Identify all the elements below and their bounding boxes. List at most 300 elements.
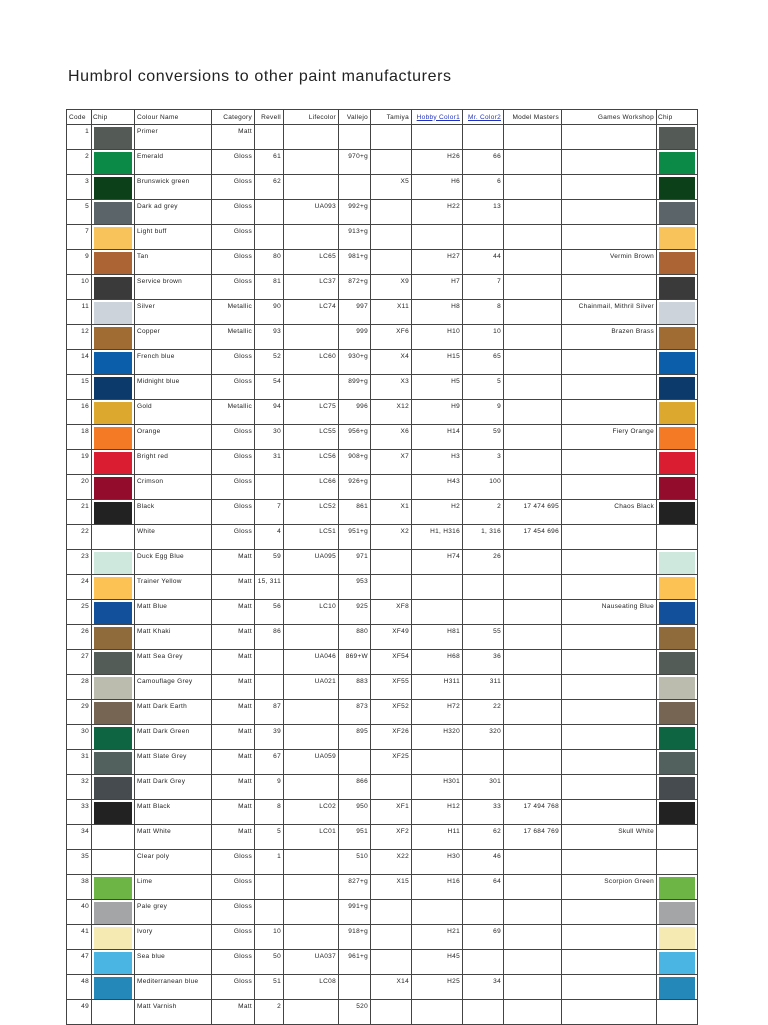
revell-cell	[255, 475, 284, 500]
hobby-color-cell: H301	[412, 775, 463, 800]
colour-name-cell: Copper	[135, 325, 212, 350]
mr-color-cell: 65	[463, 350, 504, 375]
model-masters-cell	[504, 125, 562, 150]
header-model-masters: Model Masters	[504, 110, 562, 125]
revell-cell: 9	[255, 775, 284, 800]
model-masters-cell	[504, 575, 562, 600]
revell-cell: 10	[255, 925, 284, 950]
colour-name-cell: Pale grey	[135, 900, 212, 925]
tamiya-cell: XF26	[371, 725, 412, 750]
colour-chip	[94, 252, 132, 274]
colour-chip-right-cell	[657, 525, 698, 550]
category-cell: Metallic	[212, 400, 255, 425]
hobby-color-cell: H9	[412, 400, 463, 425]
colour-chip-right	[659, 727, 695, 749]
games-workshop-cell	[562, 675, 657, 700]
colour-name-cell: Midnight blue	[135, 375, 212, 400]
colour-chip-right	[659, 302, 695, 324]
revell-cell	[255, 675, 284, 700]
hobby-color-cell	[412, 225, 463, 250]
category-cell: Matt	[212, 650, 255, 675]
tamiya-cell	[371, 250, 412, 275]
colour-chip-right	[659, 652, 695, 674]
code-cell: 29	[67, 700, 92, 725]
revell-cell: 90	[255, 300, 284, 325]
colour-chip-cell	[92, 400, 135, 425]
revell-cell: 56	[255, 600, 284, 625]
tamiya-cell	[371, 225, 412, 250]
revell-cell: 15, 311	[255, 575, 284, 600]
code-cell: 18	[67, 425, 92, 450]
colour-chip-cell	[92, 825, 135, 850]
table-row	[67, 625, 698, 650]
games-workshop-cell	[562, 200, 657, 225]
table-row	[67, 275, 698, 300]
games-workshop-cell	[562, 800, 657, 825]
category-cell: Gloss	[212, 150, 255, 175]
model-masters-cell: 17 684 769	[504, 825, 562, 850]
colour-name-cell: Crimson	[135, 475, 212, 500]
lifecolor-cell: UA037	[284, 950, 339, 975]
lifecolor-cell: UA046	[284, 650, 339, 675]
mr-color-cell: 69	[463, 925, 504, 950]
colour-chip-right-cell	[657, 175, 698, 200]
hobby-color-cell	[412, 600, 463, 625]
header-chip: Chip	[92, 110, 135, 125]
code-cell: 15	[67, 375, 92, 400]
hobby-color-cell: H45	[412, 950, 463, 975]
colour-name-cell: Matt Black	[135, 800, 212, 825]
tamiya-cell: X14	[371, 975, 412, 1000]
model-masters-cell	[504, 475, 562, 500]
colour-chip-cell	[92, 250, 135, 275]
colour-chip-right-cell	[657, 500, 698, 525]
table-row	[67, 425, 698, 450]
tamiya-cell: X15	[371, 875, 412, 900]
category-cell: Matt	[212, 725, 255, 750]
model-masters-cell	[504, 900, 562, 925]
revell-cell: 2	[255, 1000, 284, 1025]
revell-cell: 80	[255, 250, 284, 275]
tamiya-cell: X2	[371, 525, 412, 550]
games-workshop-cell	[562, 125, 657, 150]
colour-chip-right	[659, 427, 695, 449]
code-cell: 7	[67, 225, 92, 250]
table-row	[67, 950, 698, 975]
games-workshop-cell	[562, 975, 657, 1000]
header-code: Code	[67, 110, 92, 125]
lifecolor-cell	[284, 925, 339, 950]
colour-chip-right-cell	[657, 250, 698, 275]
hobby-color-footnote-link[interactable]: Hobby Color1	[416, 113, 460, 121]
colour-chip-right	[659, 677, 695, 699]
games-workshop-cell	[562, 700, 657, 725]
table-row	[67, 325, 698, 350]
model-masters-cell	[504, 550, 562, 575]
hobby-color-cell	[412, 575, 463, 600]
vallejo-cell: 956+g	[339, 425, 371, 450]
mr-color-cell: 100	[463, 475, 504, 500]
colour-chip	[94, 552, 132, 574]
category-cell: Gloss	[212, 350, 255, 375]
hobby-color-cell: H2	[412, 500, 463, 525]
revell-cell	[255, 125, 284, 150]
revell-cell: 94	[255, 400, 284, 425]
revell-cell: 54	[255, 375, 284, 400]
colour-chip-cell	[92, 150, 135, 175]
table-row	[67, 800, 698, 825]
colour-chip-cell	[92, 350, 135, 375]
header-lifecolor: Lifecolor	[284, 110, 339, 125]
games-workshop-cell: Brazen Brass	[562, 325, 657, 350]
colour-chip	[94, 827, 132, 849]
hobby-color-cell	[412, 750, 463, 775]
table-row	[67, 1000, 698, 1025]
vallejo-cell: 861	[339, 500, 371, 525]
vallejo-cell: 953	[339, 575, 371, 600]
tamiya-cell: X6	[371, 425, 412, 450]
games-workshop-cell	[562, 575, 657, 600]
category-cell: Gloss	[212, 450, 255, 475]
code-cell: 33	[67, 800, 92, 825]
games-workshop-cell	[562, 775, 657, 800]
colour-chip-cell	[92, 200, 135, 225]
category-cell: Gloss	[212, 375, 255, 400]
games-workshop-cell	[562, 375, 657, 400]
colour-chip-cell	[92, 375, 135, 400]
revell-cell: 7	[255, 500, 284, 525]
colour-chip-cell	[92, 775, 135, 800]
colour-name-cell: Primer	[135, 125, 212, 150]
colour-chip	[94, 927, 132, 949]
vallejo-cell: 951	[339, 825, 371, 850]
revell-cell: 81	[255, 275, 284, 300]
lifecolor-cell: LC37	[284, 275, 339, 300]
header-mr-color[interactable]	[463, 110, 504, 125]
lifecolor-cell	[284, 1000, 339, 1025]
games-workshop-cell	[562, 275, 657, 300]
lifecolor-cell: LC74	[284, 300, 339, 325]
games-workshop-cell	[562, 650, 657, 675]
games-workshop-cell	[562, 175, 657, 200]
colour-chip-right	[659, 527, 695, 549]
colour-chip-cell	[92, 875, 135, 900]
vallejo-cell: 992+g	[339, 200, 371, 225]
games-workshop-cell	[562, 350, 657, 375]
vallejo-cell: 873	[339, 700, 371, 725]
code-cell: 10	[67, 275, 92, 300]
colour-chip-right	[659, 702, 695, 724]
revell-cell: 87	[255, 700, 284, 725]
colour-chip-right	[659, 477, 695, 499]
tamiya-cell: XF54	[371, 650, 412, 675]
mr-color-cell: 55	[463, 625, 504, 650]
colour-chip-right-cell	[657, 650, 698, 675]
vallejo-cell	[339, 975, 371, 1000]
colour-chip-right	[659, 602, 695, 624]
vallejo-cell: 970+g	[339, 150, 371, 175]
hobby-color-cell: H14	[412, 425, 463, 450]
colour-chip-cell	[92, 950, 135, 975]
lifecolor-cell: LC10	[284, 600, 339, 625]
table-row	[67, 850, 698, 875]
colour-name-cell: Clear poly	[135, 850, 212, 875]
code-cell: 20	[67, 475, 92, 500]
model-masters-cell	[504, 675, 562, 700]
hobby-color-cell: H3	[412, 450, 463, 475]
colour-chip-right	[659, 252, 695, 274]
vallejo-cell: 883	[339, 675, 371, 700]
colour-chip-right	[659, 777, 695, 799]
colour-name-cell: White	[135, 525, 212, 550]
colour-chip-cell	[92, 275, 135, 300]
table-row	[67, 675, 698, 700]
mr-color-footnote-link[interactable]: Mr. Color2	[468, 113, 501, 121]
colour-name-cell: Mediterranean blue	[135, 975, 212, 1000]
model-masters-cell	[504, 975, 562, 1000]
table-row	[67, 400, 698, 425]
colour-chip-right	[659, 827, 695, 849]
mr-color-cell: 5	[463, 375, 504, 400]
table-row	[67, 575, 698, 600]
colour-chip-right	[659, 502, 695, 524]
colour-chip-right-cell	[657, 300, 698, 325]
category-cell: Matt	[212, 575, 255, 600]
vallejo-cell: 961+g	[339, 950, 371, 975]
colour-name-cell: Matt Varnish	[135, 1000, 212, 1025]
category-cell: Matt	[212, 700, 255, 725]
tamiya-cell	[371, 900, 412, 925]
table-row	[67, 125, 698, 150]
mr-color-cell	[463, 1000, 504, 1025]
revell-cell	[255, 225, 284, 250]
colour-chip-right	[659, 752, 695, 774]
revell-cell	[255, 900, 284, 925]
colour-chip	[94, 427, 132, 449]
hobby-color-cell: H25	[412, 975, 463, 1000]
colour-chip-right-cell	[657, 450, 698, 475]
games-workshop-cell	[562, 925, 657, 950]
colour-name-cell: French blue	[135, 350, 212, 375]
hobby-color-cell: H30	[412, 850, 463, 875]
model-masters-cell	[504, 375, 562, 400]
colour-chip	[94, 677, 132, 699]
model-masters-cell	[504, 300, 562, 325]
hobby-color-cell: H21	[412, 925, 463, 950]
lifecolor-cell	[284, 325, 339, 350]
colour-chip-right-cell	[657, 325, 698, 350]
colour-chip-right	[659, 277, 695, 299]
table-row	[67, 975, 698, 1000]
code-cell: 34	[67, 825, 92, 850]
lifecolor-cell: LC55	[284, 425, 339, 450]
colour-chip-cell	[92, 550, 135, 575]
vallejo-cell: 950	[339, 800, 371, 825]
model-masters-cell	[504, 425, 562, 450]
table-row	[67, 150, 698, 175]
colour-name-cell: Matt Blue	[135, 600, 212, 625]
category-cell: Matt	[212, 750, 255, 775]
colour-chip-cell	[92, 725, 135, 750]
hobby-color-cell: H8	[412, 300, 463, 325]
games-workshop-cell	[562, 950, 657, 975]
colour-chip-right	[659, 577, 695, 599]
colour-chip-cell	[92, 525, 135, 550]
hobby-color-cell	[412, 1000, 463, 1025]
mr-color-cell: 3	[463, 450, 504, 475]
colour-chip-right-cell	[657, 550, 698, 575]
category-cell: Gloss	[212, 875, 255, 900]
model-masters-cell	[504, 325, 562, 350]
table-row	[67, 550, 698, 575]
mr-color-cell: 320	[463, 725, 504, 750]
colour-chip-cell	[92, 650, 135, 675]
colour-name-cell: Tan	[135, 250, 212, 275]
lifecolor-cell	[284, 125, 339, 150]
code-cell: 9	[67, 250, 92, 275]
lifecolor-cell: LC56	[284, 450, 339, 475]
tamiya-cell: XF25	[371, 750, 412, 775]
colour-name-cell: Duck Egg Blue	[135, 550, 212, 575]
colour-chip-right-cell	[657, 275, 698, 300]
colour-chip	[94, 127, 132, 149]
mr-color-cell: 64	[463, 875, 504, 900]
revell-cell: 30	[255, 425, 284, 450]
colour-chip-cell	[92, 125, 135, 150]
vallejo-cell: 827+g	[339, 875, 371, 900]
hobby-color-cell: H12	[412, 800, 463, 825]
lifecolor-cell: LC75	[284, 400, 339, 425]
colour-chip	[94, 227, 132, 249]
colour-chip-right	[659, 627, 695, 649]
colour-chip-right-cell	[657, 575, 698, 600]
model-masters-cell	[504, 775, 562, 800]
colour-chip	[94, 327, 132, 349]
category-cell: Gloss	[212, 850, 255, 875]
hobby-color-cell: H7	[412, 275, 463, 300]
mr-color-cell: 2	[463, 500, 504, 525]
colour-chip-right	[659, 927, 695, 949]
revell-cell: 86	[255, 625, 284, 650]
vallejo-cell	[339, 125, 371, 150]
games-workshop-cell	[562, 725, 657, 750]
mr-color-cell: 66	[463, 150, 504, 175]
mr-color-cell: 33	[463, 800, 504, 825]
colour-chip-cell	[92, 325, 135, 350]
category-cell: Matt	[212, 550, 255, 575]
tamiya-cell: XF49	[371, 625, 412, 650]
tamiya-cell: X11	[371, 300, 412, 325]
model-masters-cell	[504, 150, 562, 175]
colour-name-cell: Dark ad grey	[135, 200, 212, 225]
mr-color-cell: 10	[463, 325, 504, 350]
vallejo-cell: 930+g	[339, 350, 371, 375]
model-masters-cell	[504, 1000, 562, 1025]
lifecolor-cell	[284, 375, 339, 400]
colour-chip-cell	[92, 450, 135, 475]
hobby-color-cell	[412, 900, 463, 925]
colour-chip-cell	[92, 850, 135, 875]
table-row	[67, 650, 698, 675]
colour-chip-right-cell	[657, 400, 698, 425]
lifecolor-cell: UA095	[284, 550, 339, 575]
colour-name-cell: Orange	[135, 425, 212, 450]
colour-chip-cell	[92, 575, 135, 600]
model-masters-cell	[504, 750, 562, 775]
vallejo-cell: 925	[339, 600, 371, 625]
colour-chip-cell	[92, 900, 135, 925]
colour-chip	[94, 477, 132, 499]
code-cell: 21	[67, 500, 92, 525]
colour-name-cell: Gold	[135, 400, 212, 425]
vallejo-cell: 997	[339, 300, 371, 325]
colour-name-cell: Matt Dark Grey	[135, 775, 212, 800]
header-hobby-color[interactable]	[412, 110, 463, 125]
mr-color-cell: 22	[463, 700, 504, 725]
code-cell: 31	[67, 750, 92, 775]
colour-chip-right-cell	[657, 700, 698, 725]
code-cell: 3	[67, 175, 92, 200]
category-cell: Gloss	[212, 175, 255, 200]
model-masters-cell: 17 494 768	[504, 800, 562, 825]
mr-color-cell	[463, 750, 504, 775]
code-cell: 23	[67, 550, 92, 575]
colour-chip	[94, 727, 132, 749]
games-workshop-cell	[562, 525, 657, 550]
colour-name-cell: Sea blue	[135, 950, 212, 975]
colour-name-cell: Matt White	[135, 825, 212, 850]
games-workshop-cell	[562, 225, 657, 250]
model-masters-cell	[504, 950, 562, 975]
code-cell: 11	[67, 300, 92, 325]
colour-chip	[94, 402, 132, 424]
colour-name-cell: Black	[135, 500, 212, 525]
tamiya-cell: XF52	[371, 700, 412, 725]
code-cell: 30	[67, 725, 92, 750]
code-cell: 24	[67, 575, 92, 600]
hobby-color-cell: H5	[412, 375, 463, 400]
tamiya-cell	[371, 575, 412, 600]
colour-name-cell: Matt Dark Green	[135, 725, 212, 750]
hobby-color-cell: H81	[412, 625, 463, 650]
colour-chip-right-cell	[657, 725, 698, 750]
colour-chip-right-cell	[657, 875, 698, 900]
colour-chip	[94, 152, 132, 174]
code-cell: 32	[67, 775, 92, 800]
vallejo-cell: 996	[339, 400, 371, 425]
lifecolor-cell: LC52	[284, 500, 339, 525]
tamiya-cell: X12	[371, 400, 412, 425]
lifecolor-cell: UA021	[284, 675, 339, 700]
colour-name-cell: Light buff	[135, 225, 212, 250]
category-cell: Gloss	[212, 925, 255, 950]
table-row	[67, 375, 698, 400]
code-cell: 14	[67, 350, 92, 375]
mr-color-cell: 44	[463, 250, 504, 275]
category-cell: Gloss	[212, 225, 255, 250]
vallejo-cell: 872+g	[339, 275, 371, 300]
colour-chip	[94, 452, 132, 474]
code-cell: 35	[67, 850, 92, 875]
colour-name-cell: Silver	[135, 300, 212, 325]
revell-cell: 39	[255, 725, 284, 750]
colour-chip-right	[659, 802, 695, 824]
lifecolor-cell: LC51	[284, 525, 339, 550]
mr-color-cell	[463, 950, 504, 975]
tamiya-cell	[371, 1000, 412, 1025]
table-row	[67, 350, 698, 375]
lifecolor-cell: LC01	[284, 825, 339, 850]
